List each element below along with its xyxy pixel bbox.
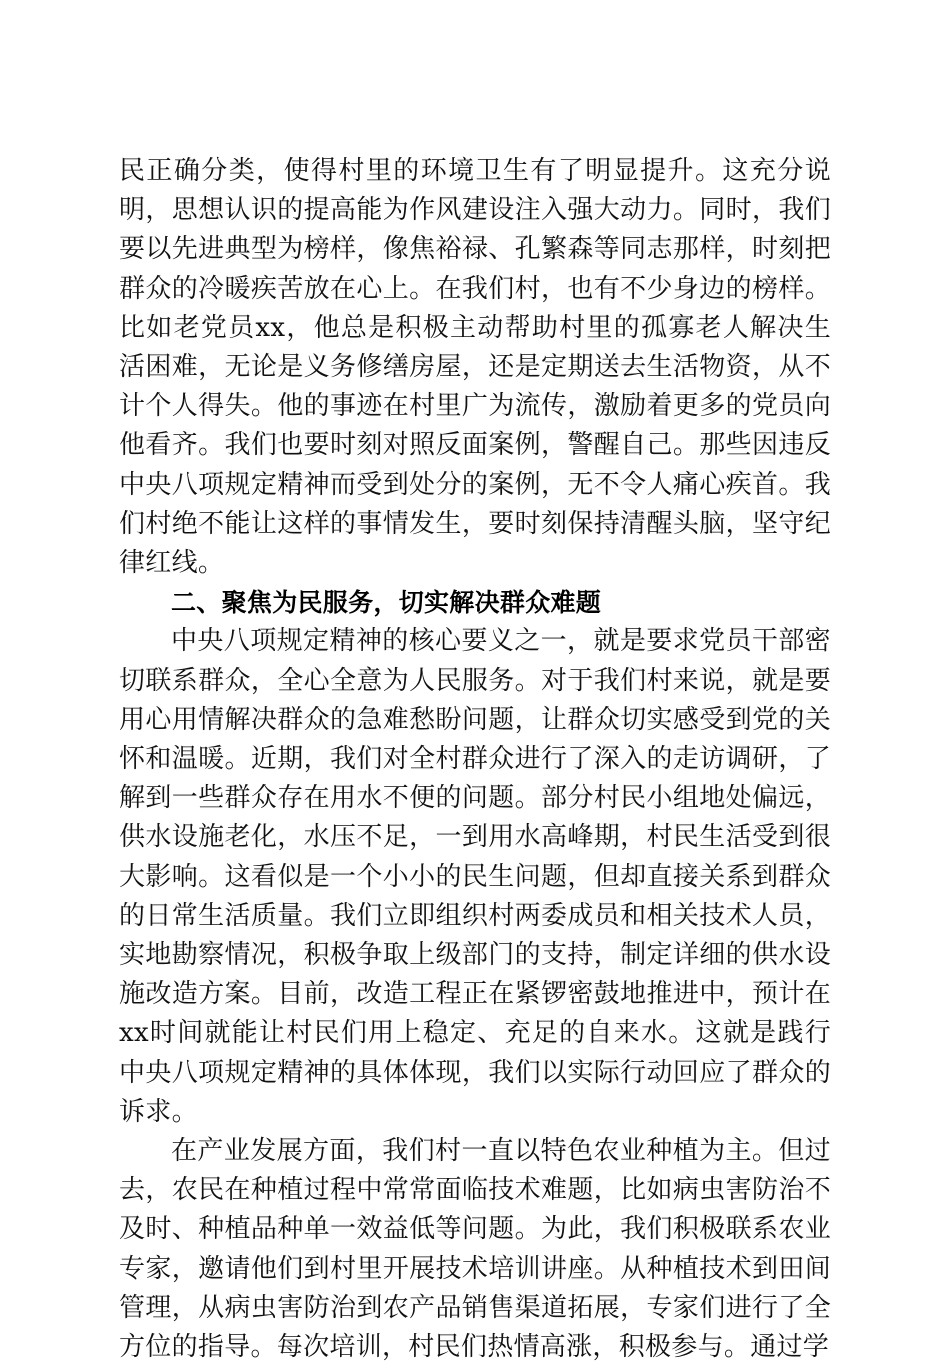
section-heading: 二、聚焦为民服务，切实解决群众难题 <box>171 588 602 618</box>
document-page <box>119 152 831 1367</box>
body-paragraph: 中央八项规定精神的核心要义之一，就是要求党员干部密切联系群众，全心全意为人民服务。对于我们村来说，就是要用心用情解决群众的急难愁盼问题，让群众切实感受到党的关怀和温暖。近期，我们对全村群众进行了深入的走访调研，了解到一些群众存在用水不便的问题。部分村民小组地处偏远，供水设施老化，水压不足，一到用水高峰期，村民生活受到很大影响。这看似是一个小小的民生问题，但却直接关系到群众的日常生活质量。我们立即组织村两委成员和相关技术人员，实地勘察情况，积极争取上级部门的支持，制定详细的供水设施改造方案。目前，改造工程正在紧锣密鼓地推进中，预计在xx时间就能让村民们用上稳定、充足的自来水。这就是践行中央八项规定精神的具体体现，我们以实际行动回应了群众的诉求。 <box>119 626 831 1127</box>
body-paragraph: 在产业发展方面，我们村一直以特色农业种植为主。但过去，农民在种植过程中常常面临技术难题，比如病虫害防治不及时、种植品种单一效益低等问题。为此，我们积极联系农业专家，邀请他们到村里开展技术培训讲座。从种植技术到田间管理，从病虫害防治到农产品销售渠道拓展，专家们进行了全方位的指导。每次培训，村民们热情高涨，积极参与。通过学 <box>119 1136 831 1363</box>
body-paragraph-continued: 民正确分类，使得村里的环境卫生有了明显提升。这充分说明，思想认识的提高能为作风建设注入强大动力。同时，我们要以先进典型为榜样，像焦裕禄、孔繁森等同志那样，时刻把群众的冷暖疾苦放在心上。在我们村，也有不少身边的榜样。比如老党员xx，他总是积极主动帮助村里的孤寡老人解决生活困难，无论是义务修缮房屋，还是定期送去生活物资，从不计个人得失。他的事迹在村里广为流传，激励着更多的党员向他看齐。我们也要时刻对照反面案例，警醒自己。那些因违反中央八项规定精神而受到处分的案例，无不令人痛心疾首。我们村绝不能让这样的事情发生，要时刻保持清醒头脑，坚守纪律红线。 <box>119 156 831 579</box>
